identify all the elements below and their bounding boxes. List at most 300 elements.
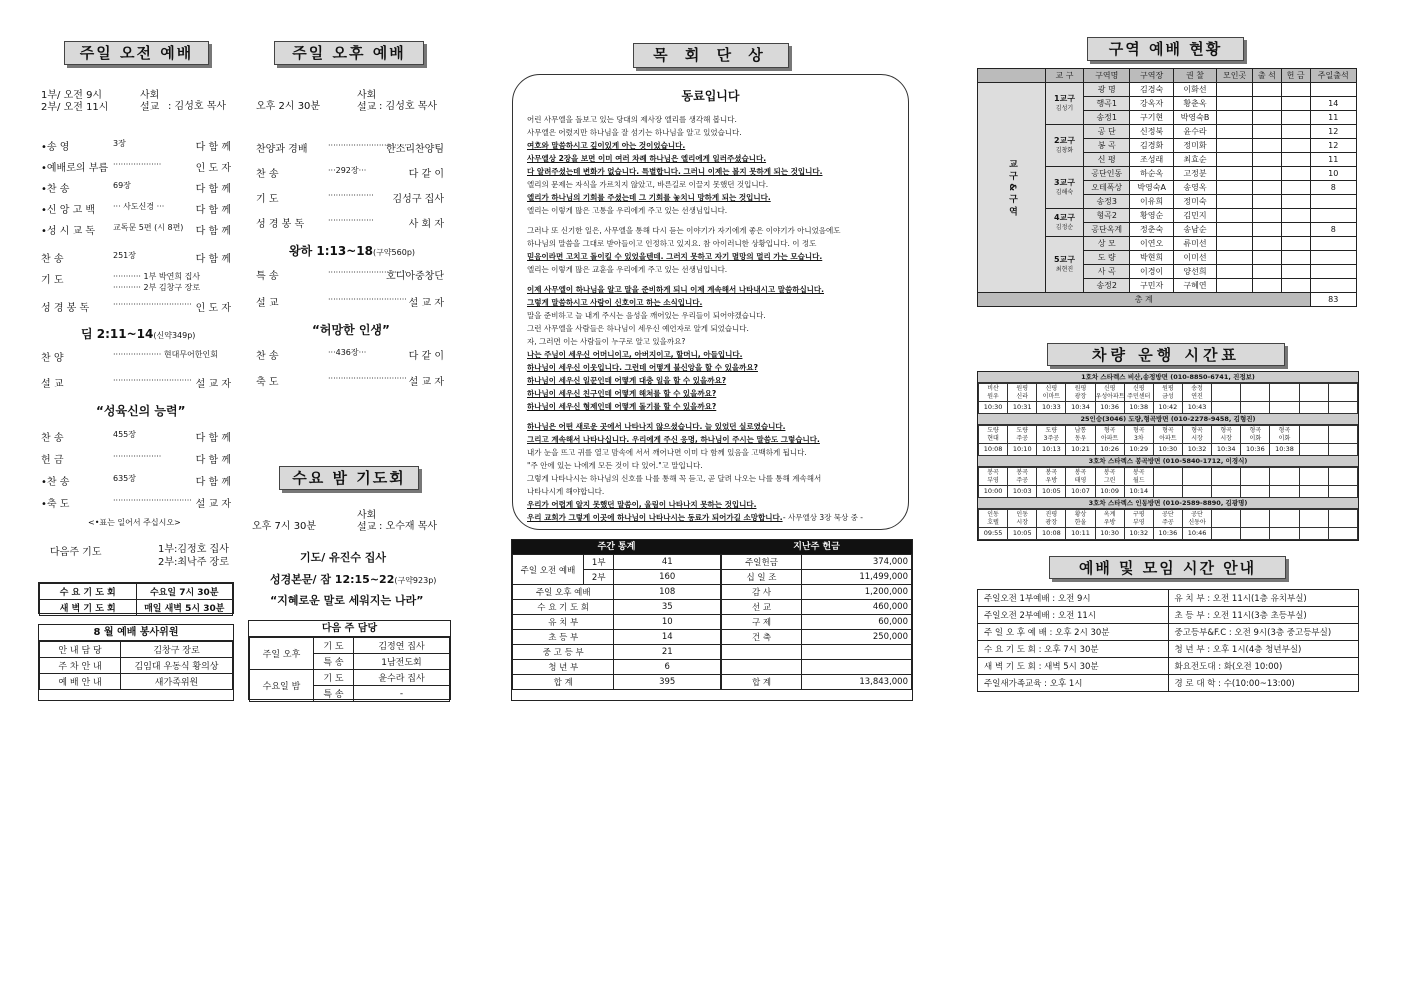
order-item xyxy=(256,190,444,215)
worship-guide-table xyxy=(977,589,1359,692)
cell-value xyxy=(1217,265,1253,279)
cell-group xyxy=(1046,209,1084,237)
cell-value: 신 평 xyxy=(1084,153,1130,167)
bus-stop: 원평 신라 xyxy=(1008,384,1037,402)
bus-time: 10:38 xyxy=(1270,444,1299,456)
bus-stop: 형곡 3차 xyxy=(1124,426,1153,444)
bus-schedule xyxy=(977,371,1359,541)
essay-line: 엘리는 이렇게 많은 교훈을 우리에게 주고 있는 선생님입니다. xyxy=(527,265,728,274)
order-item-leader: 인 도 자 xyxy=(195,303,231,314)
attendance-row xyxy=(513,600,721,615)
guide-row xyxy=(978,607,1359,624)
cell-value: 도 량 xyxy=(1084,251,1130,265)
bus-stop: 형곡 아파트 xyxy=(1153,426,1182,444)
order-item xyxy=(41,271,231,299)
essay-line: 우리 교회가 그렇게 이곳에 하나님이 나타나시는 동료가 되어가길 소망합니다. xyxy=(527,513,783,522)
bus-time: 09:55 xyxy=(979,528,1008,540)
essay-line xyxy=(527,413,899,420)
cell-header: 헌 금 xyxy=(1281,69,1310,83)
cell-header: 구역장 xyxy=(1130,69,1173,83)
offering-label xyxy=(722,645,802,660)
order-item-detail: 455장 xyxy=(113,430,136,439)
offering-row xyxy=(722,615,912,630)
cell-group xyxy=(1046,125,1084,167)
bus-schedule-title: 차량 운행 시간표 xyxy=(1047,343,1285,366)
bus-stop: 봉곡 우방 xyxy=(1037,468,1066,486)
order-item-leader: 다 같 이 xyxy=(408,351,444,362)
cell-value xyxy=(1281,251,1310,265)
essay-line xyxy=(527,217,899,224)
offering-value: 13,843,000 xyxy=(802,675,912,690)
offering-label xyxy=(722,660,802,675)
attendance-value: 14 xyxy=(614,630,721,645)
afternoon-scripture xyxy=(289,242,415,259)
order-item xyxy=(256,215,444,240)
essay-line: 우리가 어렵게 알지 못했던 말씀이, 울림이 나타나지 못하는 것입니다. xyxy=(527,500,757,509)
cell-value: 송정1 xyxy=(1084,111,1130,125)
essay-source: - 사무엘상 3장 묵상 중 - xyxy=(782,513,863,522)
cell-value xyxy=(1310,195,1356,209)
bus-stop: 구평 부영 xyxy=(1124,510,1153,528)
cell-value xyxy=(1310,237,1356,251)
essay-line: 하나님은 어떤 새로운 곳에서 나타나지 않으셨습니다. 늘 있었던 실로였습니다. xyxy=(527,422,786,431)
weekday-name: 새 벽 기 도 회 xyxy=(40,600,137,616)
cell-value: 김경숙 xyxy=(1130,83,1173,97)
order-item-detail: ·················· xyxy=(328,216,374,225)
guide-item: 주일새가족교육 : 오후 1시 xyxy=(978,675,1169,692)
cell-value: 조성래 xyxy=(1130,153,1173,167)
cell-value xyxy=(1281,83,1310,97)
bus-time: 10:34 xyxy=(1066,402,1095,414)
bus-time xyxy=(1299,444,1328,456)
worship-guide-title: 예배 및 모임 시간 안내 xyxy=(1049,556,1286,579)
cell-value: 봉 곡 xyxy=(1084,139,1130,153)
bus-stop: 봉곡 그린 xyxy=(1095,468,1124,486)
attendance-label: 주일 오후 예배 xyxy=(513,585,614,600)
cell-total-row xyxy=(978,293,1357,307)
order-item-detail: ···436장··· xyxy=(328,348,367,357)
next-prayer-1: 1부:김정호 집사 xyxy=(158,544,229,555)
order-item-name: 찬 송 xyxy=(41,254,64,265)
essay-line: 자, 그러면 이는 사람들이 누구로 알고 있을까요? xyxy=(527,337,686,346)
bus-stop xyxy=(1328,468,1357,486)
worship-guide xyxy=(977,589,1359,692)
essay-line: 엘리가 하나님의 기회를 주셨는데 그 기회를 놓치니 망하게 되는 것입니다. xyxy=(527,193,771,202)
offering-value xyxy=(802,660,912,675)
guide-row xyxy=(978,641,1359,658)
bus-stop: 송정 연진 xyxy=(1182,384,1211,402)
cell-value xyxy=(1281,111,1310,125)
attendance-sub: 1부 xyxy=(584,555,614,570)
offering-label: 선 교 xyxy=(722,600,802,615)
afternoon-scripture-ref: 왕하 1:13~18 xyxy=(289,244,373,258)
next-prayer-2: 2부:최낙주 장로 xyxy=(158,557,229,568)
afternoon-scripture-page: (구약560p) xyxy=(372,248,416,257)
order-item xyxy=(41,222,231,250)
cell-header: 구역명 xyxy=(1084,69,1130,83)
essay-line: 그리고 계속해서 나타나십니다. 우리에게 주신 응명, 하나님이 주시는 말씀도 그렇습니다. xyxy=(527,435,820,444)
essay-line: 그러나 또 신기한 일은, 사무엘을 통해 다시 듣는 이야기가 자기에게 좋은 이야기가 아니었음에도 xyxy=(527,226,841,235)
attendance-label: 청 년 부 xyxy=(513,660,614,675)
order-item-detail: ··················· xyxy=(113,452,162,461)
bus-time xyxy=(1212,528,1241,540)
bus-time xyxy=(1299,486,1328,498)
duty-person: 1남전도회 xyxy=(354,654,450,670)
bus-time: 10:13 xyxy=(1037,444,1066,456)
bus-stop: 남통 동우 xyxy=(1066,426,1095,444)
order-item xyxy=(256,267,444,294)
afternoon-order-list-2 xyxy=(256,267,444,321)
sunday-morning-title: 주일 오전 예배 xyxy=(64,41,209,65)
bus-time: 10:11 xyxy=(1066,528,1095,540)
bus-time xyxy=(1270,528,1299,540)
pastor-essay-frame xyxy=(512,74,909,530)
cell-value: 신정북 xyxy=(1130,125,1173,139)
cell-value: 8 xyxy=(1310,181,1356,195)
bus-time: 10:33 xyxy=(1037,402,1066,414)
bus-stop-row xyxy=(979,468,1358,486)
bus-stop: 인동 호텔 xyxy=(979,510,1008,528)
bus-time xyxy=(1212,486,1241,498)
weekly-stats xyxy=(511,539,913,701)
morning-time-2: 2부/ 오전 11시 xyxy=(41,102,109,113)
volunteer-box xyxy=(38,624,234,701)
cell-value: 정미화 xyxy=(1173,139,1216,153)
volunteer-role: 안 내 담 당 xyxy=(40,642,121,658)
order-item-name: 찬 송 xyxy=(256,169,279,180)
wednesday-time: 오후 7시 30분 xyxy=(252,521,317,532)
cell-group-leader: 최현진 xyxy=(1055,265,1074,273)
bus-stop: 봉곡 월드 xyxy=(1124,468,1153,486)
morning-order-list-2 xyxy=(41,349,231,401)
order-item-detail: ······························· xyxy=(328,268,407,277)
cell-value: 고정분 xyxy=(1173,167,1216,181)
cell-group-name: 2교구 xyxy=(1053,135,1076,145)
order-item-detail: ······························· xyxy=(113,496,192,505)
bus-stop-row xyxy=(979,510,1358,528)
order-item-name: •송 영 xyxy=(41,142,70,153)
bus-stop xyxy=(1212,384,1241,402)
cell-value xyxy=(1253,265,1282,279)
cell-value: 오테폭상 xyxy=(1084,181,1130,195)
cell-value xyxy=(1217,223,1253,237)
weekday-row xyxy=(40,600,233,616)
guide-item: 주 일 오 후 예 배 : 오후 2시 30분 xyxy=(978,624,1169,641)
order-item-leader: 설 교 자 xyxy=(195,499,231,510)
bus-stop: 신평 우성아파트 xyxy=(1095,384,1125,400)
bus-time: 10:03 xyxy=(1008,486,1037,498)
cell-value: 김경화 xyxy=(1130,139,1173,153)
bus-time-row xyxy=(979,486,1358,498)
bus-time: 10:30 xyxy=(1153,444,1182,456)
wednesday-prayer: 기도/ 유진수 집사 xyxy=(300,551,387,564)
bus-stop xyxy=(1212,510,1241,528)
guide-item: 초 등 부 : 오전 11시(3층 초등부실) xyxy=(1168,607,1359,624)
attendance-label: 수 요 기 도 회 xyxy=(513,600,614,615)
cell-report-table xyxy=(977,68,1357,307)
guide-item: 화요전도대 : 화(오전 10:00) xyxy=(1168,658,1359,675)
duty-row xyxy=(250,638,450,654)
bus-route-table xyxy=(978,467,1358,498)
cell-value: 8 xyxy=(1310,223,1356,237)
bus-route-table xyxy=(978,509,1358,540)
order-item-detail: 교독문 5편 (시 8편) xyxy=(113,223,184,232)
cell-value: 14 xyxy=(1310,97,1356,111)
offering-row xyxy=(722,585,912,600)
cell-value: 송정2 xyxy=(1084,279,1130,293)
volunteer-row xyxy=(40,674,233,690)
order-item-leader: 설 교 자 xyxy=(408,298,444,309)
cell-group-name: 3교구 xyxy=(1053,177,1076,187)
cell-value xyxy=(1253,83,1282,97)
order-item-detail: 3장 xyxy=(113,139,126,148)
bus-time xyxy=(1182,486,1211,498)
cell-value: 하순옥 xyxy=(1130,167,1173,181)
bus-stop xyxy=(1299,384,1328,402)
cell-value xyxy=(1217,153,1253,167)
wednesday-host-label: 사회 설교 xyxy=(357,510,377,533)
duty-person: 윤수라 집사 xyxy=(354,670,450,686)
essay-line: 내가 눈을 뜨고 귀를 열고 맘속에 서서 깨어나면 이미 다 함께 있음을 고백하게 됩니다. xyxy=(527,448,807,457)
order-item xyxy=(256,373,444,399)
offering-label: 구 제 xyxy=(722,615,802,630)
cell-value: 송영옥 xyxy=(1173,181,1216,195)
volunteer-row xyxy=(40,658,233,674)
cell-value xyxy=(1281,181,1310,195)
cell-value xyxy=(1217,181,1253,195)
essay-line: "주 안에 있는 나에게 모든 것이 다 있어."고 말입니다. xyxy=(527,461,703,470)
offering-row xyxy=(722,600,912,615)
offering-value xyxy=(802,645,912,660)
order-item xyxy=(41,473,231,495)
order-item xyxy=(41,495,231,517)
volunteer-title: 8 월 예배 봉사위원 xyxy=(39,625,233,641)
duty-kind: 기 도 xyxy=(314,670,354,686)
cell-value: 송남순 xyxy=(1173,223,1216,237)
bus-stop xyxy=(1328,510,1357,528)
order-item-leader: 설 교 자 xyxy=(408,377,444,388)
morning-scripture-page: (신약349p) xyxy=(153,331,196,340)
bus-time: 10:05 xyxy=(1008,528,1037,540)
weekday-row xyxy=(40,584,233,600)
cell-group-name: 1교구 xyxy=(1053,93,1076,103)
order-item-detail: ······························· xyxy=(328,141,407,150)
duty-group: 주일 오후 xyxy=(250,638,314,670)
cell-value xyxy=(1217,125,1253,139)
cell-value xyxy=(1217,97,1253,111)
bus-time: 10:36 xyxy=(1241,444,1270,456)
order-item-name: 기 도 xyxy=(256,194,279,205)
afternoon-host-value: : 김성호 목사 xyxy=(379,101,438,112)
next-week-duty-box xyxy=(248,620,451,700)
duty-kind: 특 송 xyxy=(314,686,354,702)
guide-row xyxy=(978,624,1359,641)
offering-label: 주일헌금 xyxy=(722,555,802,570)
offering-row xyxy=(722,645,912,660)
cell-value: 11 xyxy=(1310,111,1356,125)
attendance-row xyxy=(513,645,721,660)
order-item-name: •신 앙 고 백 xyxy=(41,205,96,216)
cell-value xyxy=(1217,83,1253,97)
bus-time: 10:34 xyxy=(1212,444,1241,456)
essay-line: 그렇게 말씀하시고 사람이 신호이고 하는 소식입니다. xyxy=(527,298,703,307)
attendance-row xyxy=(513,630,721,645)
cell-value: 11 xyxy=(1310,153,1356,167)
cell-value: 광 명 xyxy=(1084,83,1130,97)
order-item xyxy=(41,429,231,451)
offering-table xyxy=(721,554,912,690)
sunday-afternoon-title: 주일 오후 예배 xyxy=(274,41,424,65)
wednesday-host-value: : 오수재 목사 xyxy=(379,521,438,532)
next-prayer-list xyxy=(158,543,229,569)
bus-route-name: 3호차 스타렉스 인동방면 (010-2589-8890, 김광명) xyxy=(978,498,1358,509)
cell-value xyxy=(1253,153,1282,167)
essay-line: 엘리는 이렇게 많은 고통을 우리에게 주고 있는 선생님입니다. xyxy=(527,206,728,215)
cell-value: 공 단 xyxy=(1084,125,1130,139)
attendance-value: 395 xyxy=(614,675,721,690)
bus-time: 10:36 xyxy=(1153,528,1182,540)
essay-line: 그런 사무엘을 사람들은 하나님이 세우신 예언자로 알게 되었습니다. xyxy=(527,324,749,333)
order-item-detail: ··· 사도신경 ··· xyxy=(113,202,165,211)
bus-stop: 형곡 이화 xyxy=(1270,426,1299,444)
cell-total-label: 총 계 xyxy=(978,293,1311,307)
offering-row xyxy=(722,675,912,690)
cell-value xyxy=(1217,167,1253,181)
bus-time: 10:30 xyxy=(1095,528,1124,540)
order-item-detail: ······························· xyxy=(328,374,407,383)
cell-value xyxy=(1281,279,1310,293)
bus-stop: 도량 3주공 xyxy=(1037,426,1066,444)
wednesday-scripture-ref: 성경본문/ 잠 12:15~22 xyxy=(270,573,395,586)
cell-value xyxy=(1253,167,1282,181)
bus-stop: 원평 광장 xyxy=(1066,384,1095,402)
order-item-name: 헌 금 xyxy=(41,455,64,466)
cell-value: 황춘옥 xyxy=(1173,97,1216,111)
order-item-name: 성 경 봉 독 xyxy=(256,219,305,230)
bus-time: 10:10 xyxy=(1008,444,1037,456)
bus-stop xyxy=(1241,510,1270,528)
bus-stop: 봉곡 태영 xyxy=(1066,468,1095,486)
bus-stop: 공단 주공 xyxy=(1153,510,1182,528)
bus-stop: 인동 시장 xyxy=(1008,510,1037,528)
order-item-leader: 사 회 자 xyxy=(408,219,444,230)
attendance-label: 합 계 xyxy=(513,675,614,690)
morning-order-list-3 xyxy=(41,429,231,517)
bus-time xyxy=(1212,402,1241,414)
cell-value: 12 xyxy=(1310,139,1356,153)
offering-row xyxy=(722,570,912,585)
bus-time: 10:30 xyxy=(979,402,1008,414)
cell-value xyxy=(1217,111,1253,125)
order-item xyxy=(41,375,231,401)
bus-stop: 형곡 아파트 xyxy=(1095,426,1124,444)
bus-time: 10:43 xyxy=(1182,402,1211,414)
attendance-label: 유 치 부 xyxy=(513,615,614,630)
attendance-row xyxy=(513,660,721,675)
attendance-value: 41 xyxy=(614,555,721,570)
cell-group-leader: 김정순 xyxy=(1055,223,1074,231)
bus-stop xyxy=(1328,426,1357,444)
order-item-leader: 다 함 께 xyxy=(195,184,231,195)
afternoon-host-label: 사회 설교 xyxy=(357,90,377,113)
order-item-leader: 인 도 자 xyxy=(195,163,231,174)
bus-time: 10:05 xyxy=(1037,486,1066,498)
cell-value: 정미숙 xyxy=(1173,195,1216,209)
cell-value: 이연오 xyxy=(1130,237,1173,251)
cell-value xyxy=(1217,279,1253,293)
bus-time: 10:31 xyxy=(1008,402,1037,414)
cell-value xyxy=(1281,167,1310,181)
cell-value: 황영순 xyxy=(1130,209,1173,223)
morning-times xyxy=(41,90,108,114)
bus-stop: 도량 현대 xyxy=(979,426,1008,444)
bus-stop xyxy=(1212,468,1241,486)
cell-value xyxy=(1253,97,1282,111)
attendance-label: 주일 오전 예배 xyxy=(513,555,584,585)
cell-value xyxy=(1253,209,1282,223)
essay-line: 말을 준비하고 늘 내게 주시는 음성을 깨어있는 우리들이 되어야겠습니다. xyxy=(527,311,766,320)
cell-value xyxy=(1217,139,1253,153)
essay-title: 동료입니다 xyxy=(681,89,740,103)
attendance-value: 35 xyxy=(614,600,721,615)
offering-row xyxy=(722,660,912,675)
cell-total-value: 83 xyxy=(1310,293,1356,307)
cell-value: 송정3 xyxy=(1084,195,1130,209)
cell-value: 이화선 xyxy=(1173,83,1216,97)
order-item-name: •찬 송 xyxy=(41,477,70,488)
weekday-name: 수 요 기 도 회 xyxy=(40,584,137,600)
bus-route-table xyxy=(978,383,1358,414)
order-item-leader: 다 함 께 xyxy=(195,254,231,265)
cell-value: 이경이 xyxy=(1130,265,1173,279)
attendance-value: 6 xyxy=(614,660,721,675)
attendance-row xyxy=(513,585,721,600)
order-item xyxy=(41,180,231,201)
bus-time: 10:09 xyxy=(1095,486,1124,498)
cell-group-leader: 김창화 xyxy=(1055,146,1074,154)
bus-stop xyxy=(1299,510,1328,528)
order-item-leader: 다 같 이 xyxy=(408,169,444,180)
cell-value xyxy=(1217,237,1253,251)
order-item-name: •축 도 xyxy=(41,499,70,510)
essay-line: 여호와 말씀하시고 깊이있게 아는 것이었습니다. xyxy=(527,141,686,150)
cell-value: 공단인동 xyxy=(1084,167,1130,181)
cell-value: 김민지 xyxy=(1173,209,1216,223)
guide-row xyxy=(978,590,1359,607)
cell-value xyxy=(1217,209,1253,223)
cell-header: 교 구 xyxy=(1046,69,1084,83)
afternoon-time: 오후 2시 30분 xyxy=(256,101,321,112)
guide-row xyxy=(978,658,1359,675)
order-item-leader: 다 함 께 xyxy=(195,226,231,237)
bus-stop: 원평 금성 xyxy=(1153,384,1182,402)
offering-label: 건 축 xyxy=(722,630,802,645)
cell-value: 12 xyxy=(1310,125,1356,139)
volunteer-row xyxy=(40,642,233,658)
guide-item: 수 요 기 도 회 : 오후 7시 30분 xyxy=(978,641,1169,658)
duty-title: 다음 주 담당 xyxy=(249,621,450,637)
cell-side-label: 교 구 & 구 역 xyxy=(978,83,1046,293)
bus-route-name: 25인승(3046) 도량,형곡방면 (010-2278-9458, 김형진) xyxy=(978,414,1358,425)
essay-line: 하나님이 세우신 이웃입니다. 그런데 어떻게 불신앙을 할 수 있을까요? xyxy=(527,363,758,372)
weekday-time: 수요일 7시 30분 xyxy=(136,584,233,600)
bus-time: 10:08 xyxy=(979,444,1008,456)
bus-time: 10:14 xyxy=(1124,486,1153,498)
morning-scripture xyxy=(81,325,195,342)
cell-header-corner xyxy=(978,69,1046,83)
bus-time: 10:29 xyxy=(1124,444,1153,456)
bus-time: 10:42 xyxy=(1153,402,1182,414)
